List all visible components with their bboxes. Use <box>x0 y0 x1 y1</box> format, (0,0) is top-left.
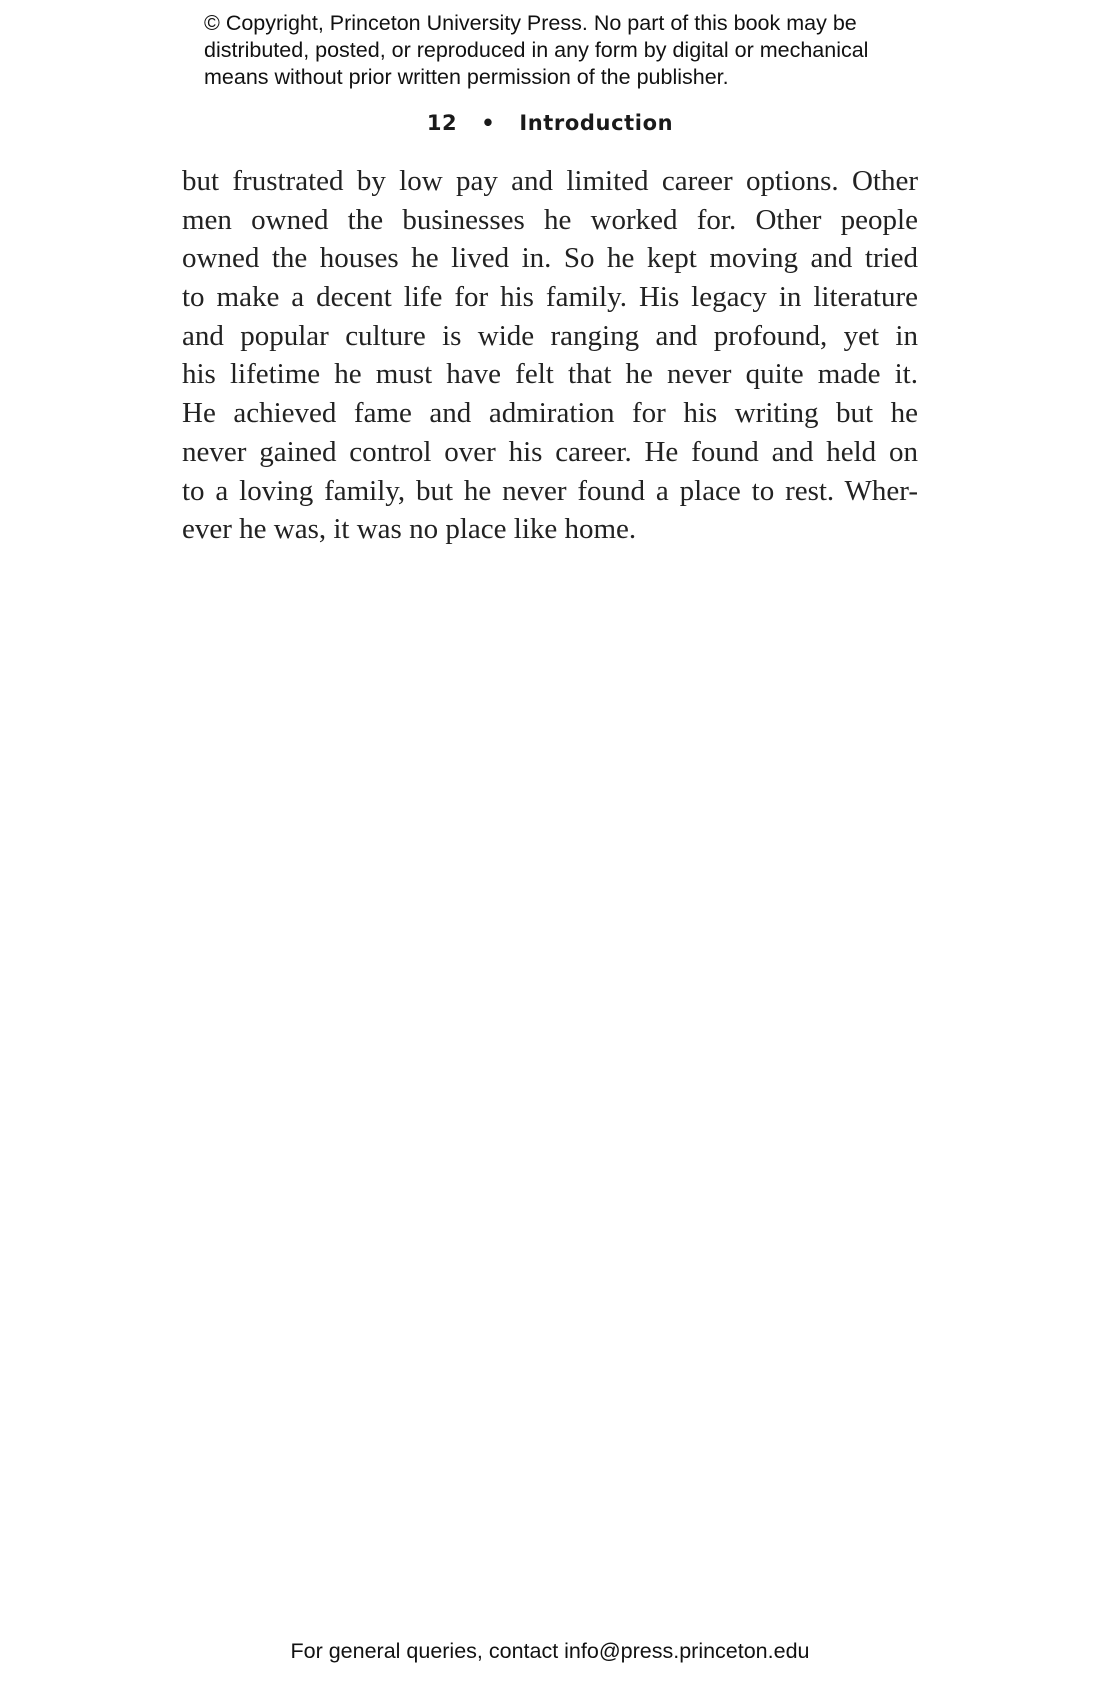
text-line: to a loving family, but he never found a place to rest. Wher- <box>182 474 918 507</box>
separator-bullet: • <box>481 111 496 135</box>
copyright-line: distributed, posted, or reproduced in any form by digital or mechanical <box>204 38 869 62</box>
page-number: 12 <box>426 111 458 135</box>
copyright-line: means without prior written permission of the publisher. <box>204 65 729 89</box>
text-line: but frustrated by low pay and limited career options. Other <box>182 165 918 197</box>
text-line: ever he was, it was no place like home. <box>182 513 637 546</box>
footer-contact: For general queries, contact info@press.princeton.edu <box>290 1639 810 1663</box>
text-line: men owned the businesses he worked for. Other people <box>182 203 918 236</box>
text-line: his lifetime he must have felt that he never quite made it. <box>182 358 918 391</box>
text-line: owned the houses he lived in. So he kept moving and tried <box>182 242 918 275</box>
copyright-notice <box>204 10 904 91</box>
text-line: and popular culture is wide ranging and profound, yet in <box>182 319 918 352</box>
section-title: Introduction <box>519 111 674 135</box>
copyright-line: © Copyright, Princeton University Press. No part of this book may be <box>204 11 857 35</box>
body-paragraph <box>182 162 918 549</box>
text-line: never gained control over his career. He found and held on <box>182 435 918 468</box>
text-line: He achieved fame and admiration for his writing but he <box>182 397 918 430</box>
text-line: to make a decent life for his family. His legacy in literature <box>182 281 918 314</box>
running-head <box>0 109 1100 137</box>
